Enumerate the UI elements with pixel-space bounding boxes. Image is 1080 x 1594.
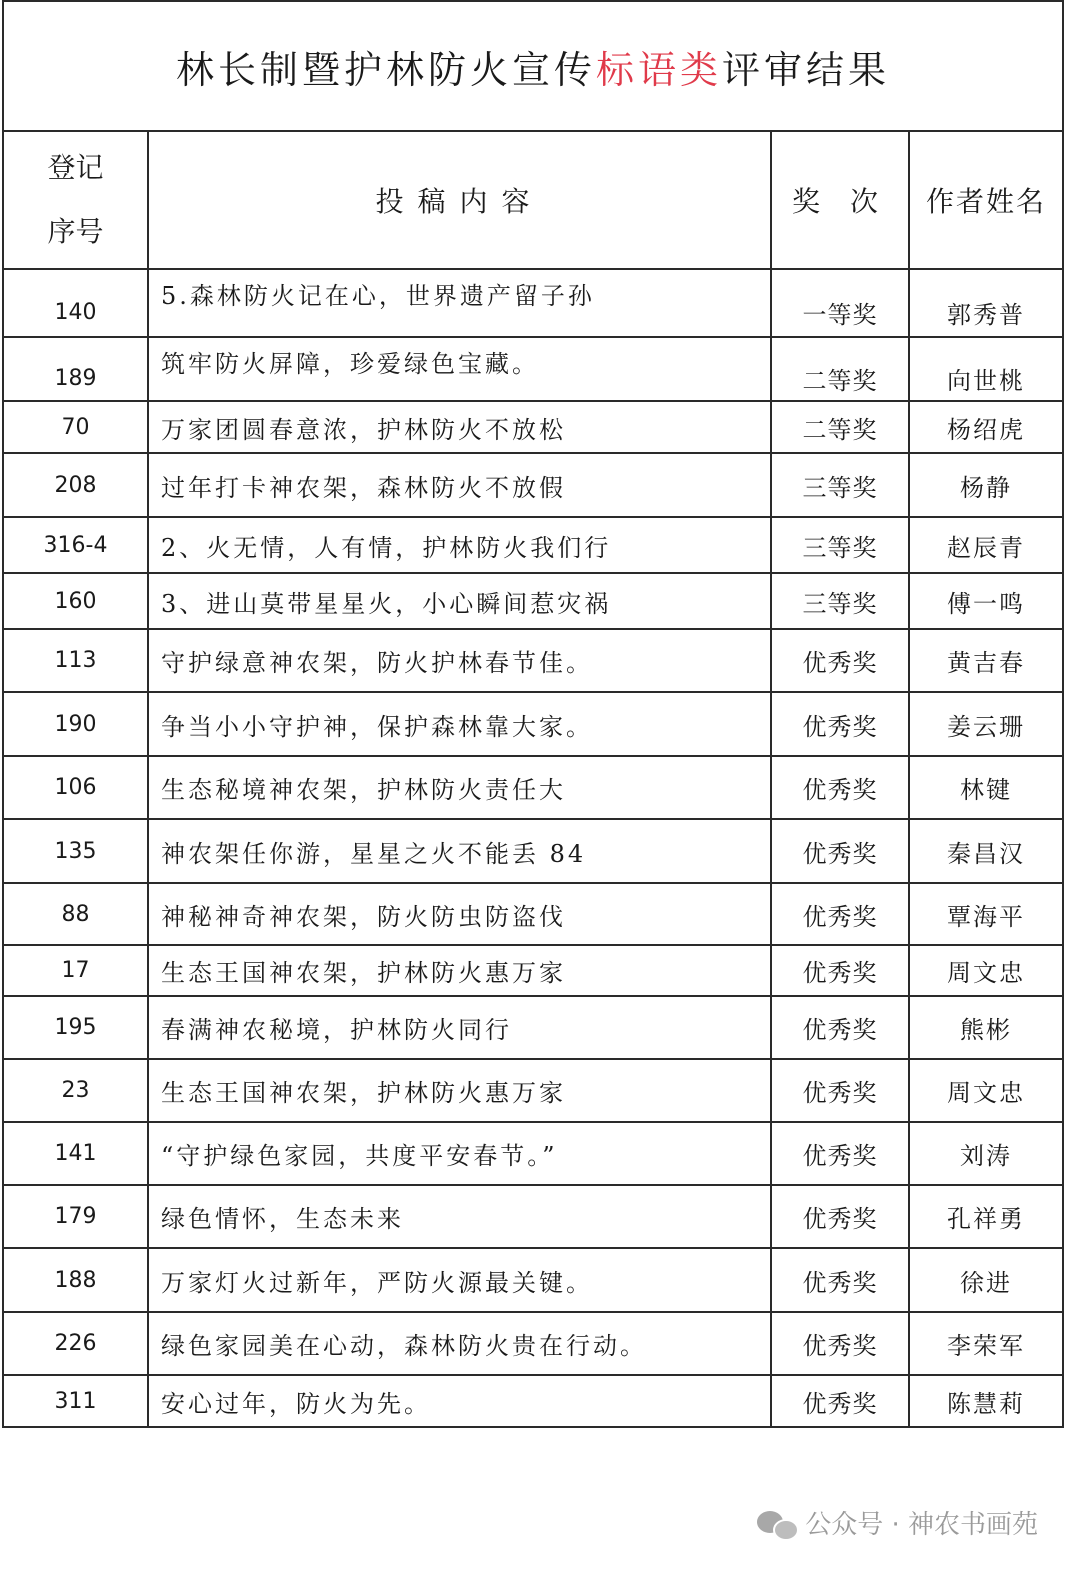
result-sheet bbox=[2, 0, 1062, 1428]
title-highlight: 标语类 bbox=[596, 47, 723, 92]
cell-author: 郭秀普 bbox=[909, 269, 1063, 337]
cell-content: 争当小小守护神，保护森林靠大家。 bbox=[148, 692, 771, 756]
cell-award: 优秀奖 bbox=[771, 1059, 909, 1122]
table-row bbox=[3, 337, 1063, 401]
page-title bbox=[3, 1, 1063, 131]
cell-award: 优秀奖 bbox=[771, 945, 909, 996]
cell-content: 万家灯火过新年，严防火源最关键。 bbox=[148, 1248, 771, 1312]
table-row bbox=[3, 1185, 1063, 1248]
cell-author: 杨绍虎 bbox=[909, 401, 1063, 453]
header-award: 奖次 bbox=[771, 131, 909, 269]
table-row bbox=[3, 1122, 1063, 1185]
table-row bbox=[3, 945, 1063, 996]
cell-reg-no: 189 bbox=[3, 337, 148, 401]
cell-award: 优秀奖 bbox=[771, 1185, 909, 1248]
cell-author: 周文忠 bbox=[909, 1059, 1063, 1122]
cell-content: 3、进山莫带星星火，小心瞬间惹灾祸 bbox=[148, 573, 771, 629]
header-reg-no-line2: 序号 bbox=[47, 215, 104, 248]
cell-content: 2、火无情，人有情，护林防火我们行 bbox=[148, 517, 771, 573]
cell-award: 优秀奖 bbox=[771, 1312, 909, 1375]
table-row bbox=[3, 692, 1063, 756]
title-part2: 评审结果 bbox=[722, 47, 891, 92]
cell-reg-no: 88 bbox=[3, 883, 148, 945]
table-row bbox=[3, 1059, 1063, 1122]
cell-reg-no: 141 bbox=[3, 1122, 148, 1185]
cell-author: 黄吉春 bbox=[909, 629, 1063, 692]
cell-reg-no: 311 bbox=[3, 1375, 148, 1427]
cell-content: 神农架任你游，星星之火不能丢 84 bbox=[148, 819, 771, 883]
header-row bbox=[3, 131, 1063, 269]
cell-author: 覃海平 bbox=[909, 883, 1063, 945]
header-reg-no bbox=[3, 131, 148, 269]
cell-content: 生态王国神农架，护林防火惠万家 bbox=[148, 1059, 771, 1122]
cell-award: 优秀奖 bbox=[771, 819, 909, 883]
cell-award: 三等奖 bbox=[771, 573, 909, 629]
cell-author: 李荣军 bbox=[909, 1312, 1063, 1375]
cell-author: 姜云珊 bbox=[909, 692, 1063, 756]
cell-award: 二等奖 bbox=[771, 401, 909, 453]
cell-author: 向世桃 bbox=[909, 337, 1063, 401]
cell-content: 春满神农秘境，护林防火同行 bbox=[148, 996, 771, 1059]
cell-award: 三等奖 bbox=[771, 453, 909, 517]
title-part1: 林长制暨护林防火宣传 bbox=[176, 47, 597, 92]
cell-author: 傅一鸣 bbox=[909, 573, 1063, 629]
table-row bbox=[3, 629, 1063, 692]
cell-award: 优秀奖 bbox=[771, 1122, 909, 1185]
cell-reg-no: 70 bbox=[3, 401, 148, 453]
cell-award: 优秀奖 bbox=[771, 629, 909, 692]
cell-author: 孔祥勇 bbox=[909, 1185, 1063, 1248]
cell-award: 优秀奖 bbox=[771, 996, 909, 1059]
result-table bbox=[2, 0, 1064, 1428]
cell-content: 生态王国神农架，护林防火惠万家 bbox=[148, 945, 771, 996]
table-row bbox=[3, 1375, 1063, 1427]
cell-reg-no: 179 bbox=[3, 1185, 148, 1248]
cell-reg-no: 195 bbox=[3, 996, 148, 1059]
table-row bbox=[3, 269, 1063, 337]
cell-reg-no: 113 bbox=[3, 629, 148, 692]
table-row bbox=[3, 517, 1063, 573]
cell-author: 刘涛 bbox=[909, 1122, 1063, 1185]
cell-reg-no: 188 bbox=[3, 1248, 148, 1312]
cell-reg-no: 160 bbox=[3, 573, 148, 629]
watermark-text: 公众号 · 神农书画苑 bbox=[805, 1510, 1038, 1540]
cell-content: 守护绿意神农架，防火护林春节佳。 bbox=[148, 629, 771, 692]
cell-award: 优秀奖 bbox=[771, 1375, 909, 1427]
table-row bbox=[3, 756, 1063, 819]
cell-reg-no: 135 bbox=[3, 819, 148, 883]
cell-reg-no: 140 bbox=[3, 269, 148, 337]
cell-reg-no: 226 bbox=[3, 1312, 148, 1375]
cell-author: 秦昌汉 bbox=[909, 819, 1063, 883]
table-row bbox=[3, 453, 1063, 517]
cell-reg-no: 106 bbox=[3, 756, 148, 819]
table-row bbox=[3, 1248, 1063, 1312]
header-reg-no-line1: 登记 bbox=[47, 151, 104, 184]
cell-reg-no: 17 bbox=[3, 945, 148, 996]
wechat-icon bbox=[757, 1507, 797, 1539]
cell-content: 绿色家园美在心动，森林防火贵在行动。 bbox=[148, 1312, 771, 1375]
cell-award: 优秀奖 bbox=[771, 756, 909, 819]
cell-award: 优秀奖 bbox=[771, 692, 909, 756]
cell-author: 周文忠 bbox=[909, 945, 1063, 996]
cell-content: 绿色情怀，生态未来 bbox=[148, 1185, 771, 1248]
cell-author: 杨静 bbox=[909, 453, 1063, 517]
cell-reg-no: 316-4 bbox=[3, 517, 148, 573]
cell-author: 徐进 bbox=[909, 1248, 1063, 1312]
cell-reg-no: 190 bbox=[3, 692, 148, 756]
table-row bbox=[3, 401, 1063, 453]
watermark bbox=[757, 1504, 1038, 1541]
cell-content: 万家团圆春意浓，护林防火不放松 bbox=[148, 401, 771, 453]
cell-author: 林键 bbox=[909, 756, 1063, 819]
cell-reg-no: 208 bbox=[3, 453, 148, 517]
cell-content: 神秘神奇神农架，防火防虫防盗伐 bbox=[148, 883, 771, 945]
cell-author: 赵辰青 bbox=[909, 517, 1063, 573]
cell-award: 优秀奖 bbox=[771, 1248, 909, 1312]
cell-award: 一等奖 bbox=[771, 269, 909, 337]
cell-reg-no: 23 bbox=[3, 1059, 148, 1122]
cell-award: 优秀奖 bbox=[771, 883, 909, 945]
table-row bbox=[3, 883, 1063, 945]
cell-author: 熊彬 bbox=[909, 996, 1063, 1059]
table-row bbox=[3, 1312, 1063, 1375]
table-row bbox=[3, 996, 1063, 1059]
cell-content: 过年打卡神农架，森林防火不放假 bbox=[148, 453, 771, 517]
table-row bbox=[3, 573, 1063, 629]
cell-content: 安心过年，防火为先。 bbox=[148, 1375, 771, 1427]
cell-content: 筑牢防火屏障，珍爱绿色宝藏。 bbox=[148, 337, 771, 401]
header-content: 投稿内容 bbox=[148, 131, 771, 269]
cell-award: 二等奖 bbox=[771, 337, 909, 401]
cell-content: 5.森林防火记在心，世界遗产留子孙 bbox=[148, 269, 771, 337]
cell-author: 陈慧莉 bbox=[909, 1375, 1063, 1427]
cell-content: 生态秘境神农架，护林防火责任大 bbox=[148, 756, 771, 819]
title-row bbox=[3, 1, 1063, 131]
cell-content: “守护绿色家园，共度平安春节。” bbox=[148, 1122, 771, 1185]
table-row bbox=[3, 819, 1063, 883]
cell-award: 三等奖 bbox=[771, 517, 909, 573]
header-author: 作者姓名 bbox=[909, 131, 1063, 269]
